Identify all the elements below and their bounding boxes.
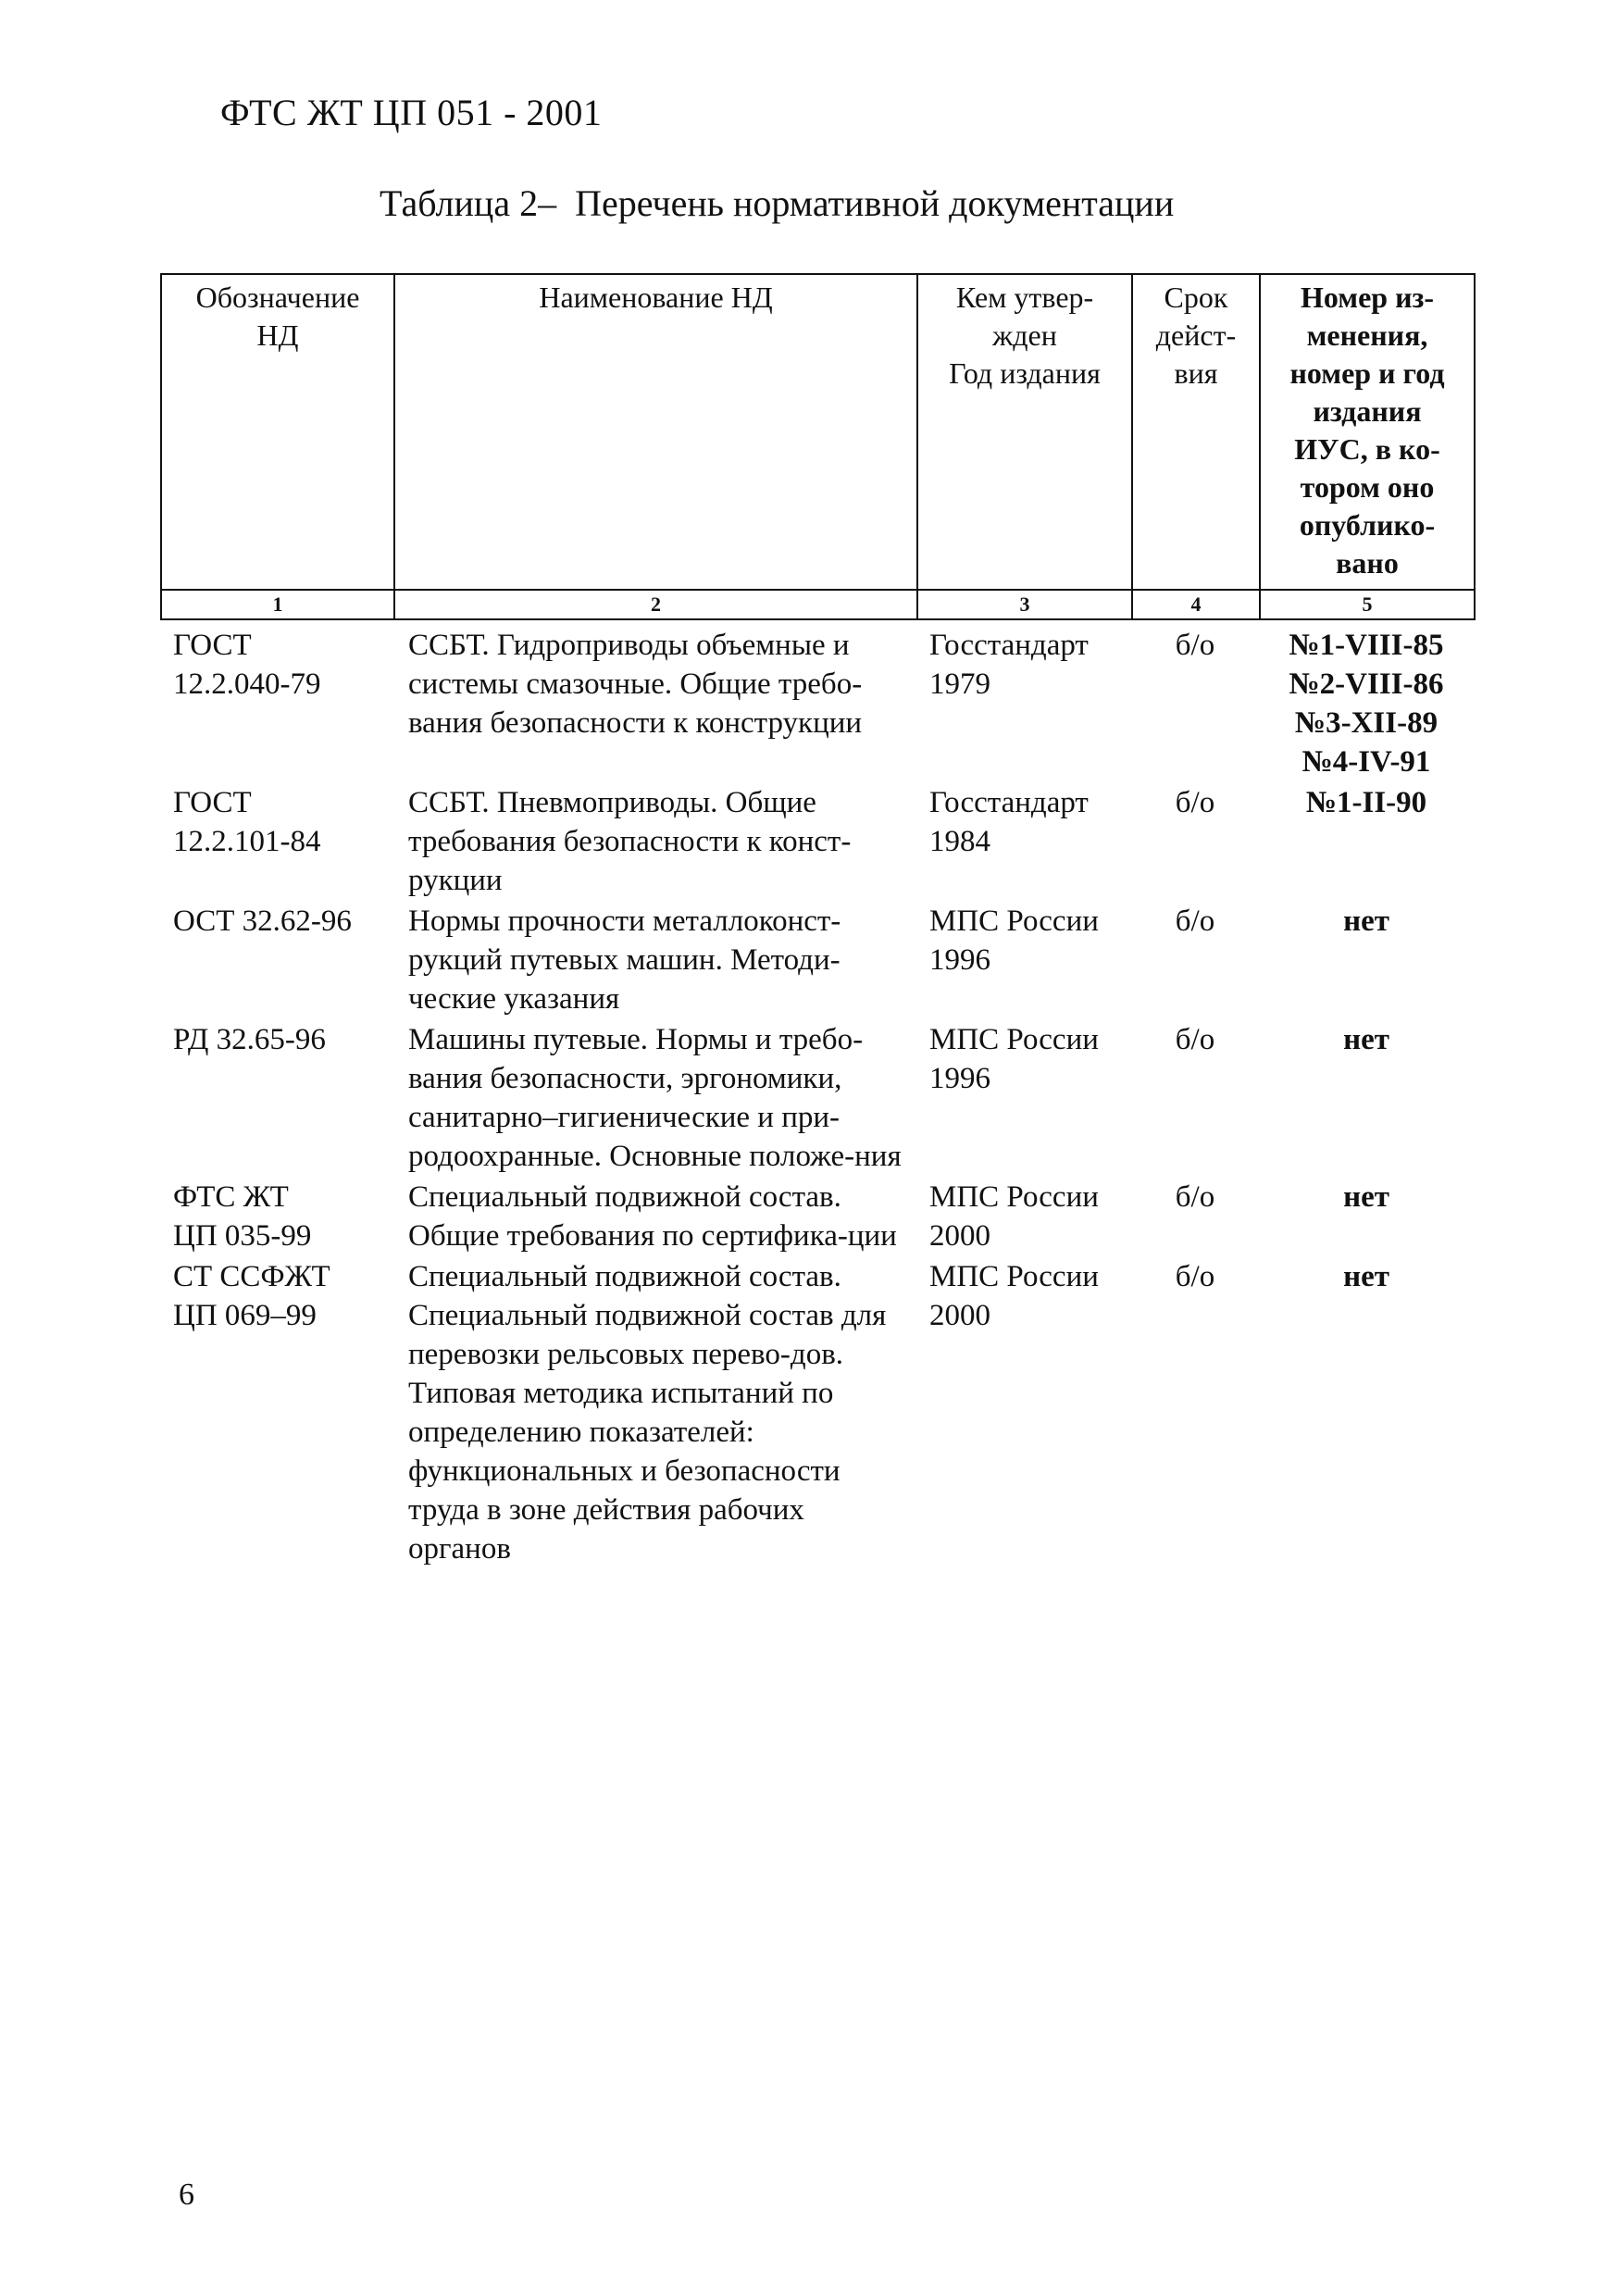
cell-name: ССБТ. Гидроприводы объемные и системы смазочные. Общие требо-вания безопасности к конструкции bbox=[408, 629, 863, 740]
table-row bbox=[160, 783, 1474, 902]
cell-designation: СТ ССФЖТ ЦП 069–99 bbox=[173, 1260, 330, 1332]
cell-changes: нет bbox=[1343, 905, 1389, 938]
cell-validity: б/о bbox=[1175, 905, 1215, 938]
cell-changes: №1-II-90 bbox=[1305, 786, 1427, 819]
cell-approved: Госстандарт 1979 bbox=[929, 629, 1089, 701]
table-row bbox=[160, 626, 1474, 783]
cell-approved: Госстандарт 1984 bbox=[929, 786, 1089, 858]
cell-changes: нет bbox=[1343, 1180, 1389, 1214]
table-header bbox=[160, 273, 1476, 620]
header-validity: Срок дейст- вия bbox=[1132, 274, 1260, 590]
column-number-4: 4 bbox=[1132, 590, 1260, 619]
cell-approved: МПС России 2000 bbox=[929, 1180, 1099, 1253]
column-number-2: 2 bbox=[394, 590, 917, 619]
table-row bbox=[160, 902, 1474, 1020]
cell-changes: №1-VIII-85 №2-VIII-86 №3-XII-89 №4-IV-91 bbox=[1289, 629, 1444, 779]
cell-designation: ГОСТ 12.2.040-79 bbox=[173, 629, 321, 701]
cell-changes: нет bbox=[1343, 1023, 1389, 1056]
cell-designation: РД 32.65-96 bbox=[173, 1023, 326, 1056]
cell-name: ССБТ. Пневмоприводы. Общие требования безопасности к конст-рукции bbox=[408, 786, 852, 897]
cell-name: Специальный подвижной состав. Общие требования по сертифика-ции bbox=[408, 1180, 897, 1253]
table-title-text: Перечень нормативной документации bbox=[575, 182, 1175, 224]
cell-designation: ОСТ 32.62-96 bbox=[173, 905, 352, 938]
document-code: ФТС ЖТ ЦП 051 - 2001 bbox=[220, 92, 603, 133]
table-row bbox=[160, 1020, 1474, 1178]
cell-name: Нормы прочности металлоконст-рукций путевых машин. Методи-ческие указания bbox=[408, 905, 841, 1016]
cell-validity: б/о bbox=[1175, 1260, 1215, 1293]
page-number: 6 bbox=[179, 2177, 194, 2212]
cell-validity: б/о bbox=[1175, 1180, 1215, 1214]
cell-name: Специальный подвижной состав. Специальный подвижной состав для перевозки рельсовых перево-дов. Типовая методика испытаний по определению показателей: функциональных и безопасности труда в зоне действия рабочих органов bbox=[408, 1260, 887, 1566]
cell-validity: б/о bbox=[1175, 629, 1215, 662]
column-number-3: 3 bbox=[917, 590, 1132, 619]
cell-designation: ГОСТ 12.2.101-84 bbox=[173, 786, 321, 858]
header-changes: Номер из- менения, номер и год издания ИУС, в ко- тором оно опублико- вано bbox=[1260, 274, 1475, 590]
table-title-label: Таблица 2– bbox=[380, 182, 557, 224]
header-name: Наименование НД bbox=[394, 274, 917, 590]
cell-validity: б/о bbox=[1175, 786, 1215, 819]
column-number-5: 5 bbox=[1260, 590, 1475, 619]
table-row bbox=[160, 1257, 1474, 1570]
column-number-1: 1 bbox=[161, 590, 394, 619]
cell-approved: МПС России 1996 bbox=[929, 1023, 1099, 1095]
table-row bbox=[160, 1178, 1474, 1257]
header-designation: Обозначение НД bbox=[161, 274, 394, 590]
cell-name: Машины путевые. Нормы и требо-вания безопасности, эргономики, санитарно–гигиенические и при-родоохранные. Основные положе-ния bbox=[408, 1023, 902, 1173]
cell-approved: МПС России 1996 bbox=[929, 905, 1099, 977]
cell-designation: ФТС ЖТ ЦП 035-99 bbox=[173, 1180, 312, 1253]
table-body bbox=[160, 626, 1474, 1570]
cell-validity: б/о bbox=[1175, 1023, 1215, 1056]
table-title bbox=[380, 181, 1174, 225]
header-approved: Кем утвер- жден Год издания bbox=[917, 274, 1132, 590]
cell-approved: МПС России 2000 bbox=[929, 1260, 1099, 1332]
cell-changes: нет bbox=[1343, 1260, 1389, 1293]
